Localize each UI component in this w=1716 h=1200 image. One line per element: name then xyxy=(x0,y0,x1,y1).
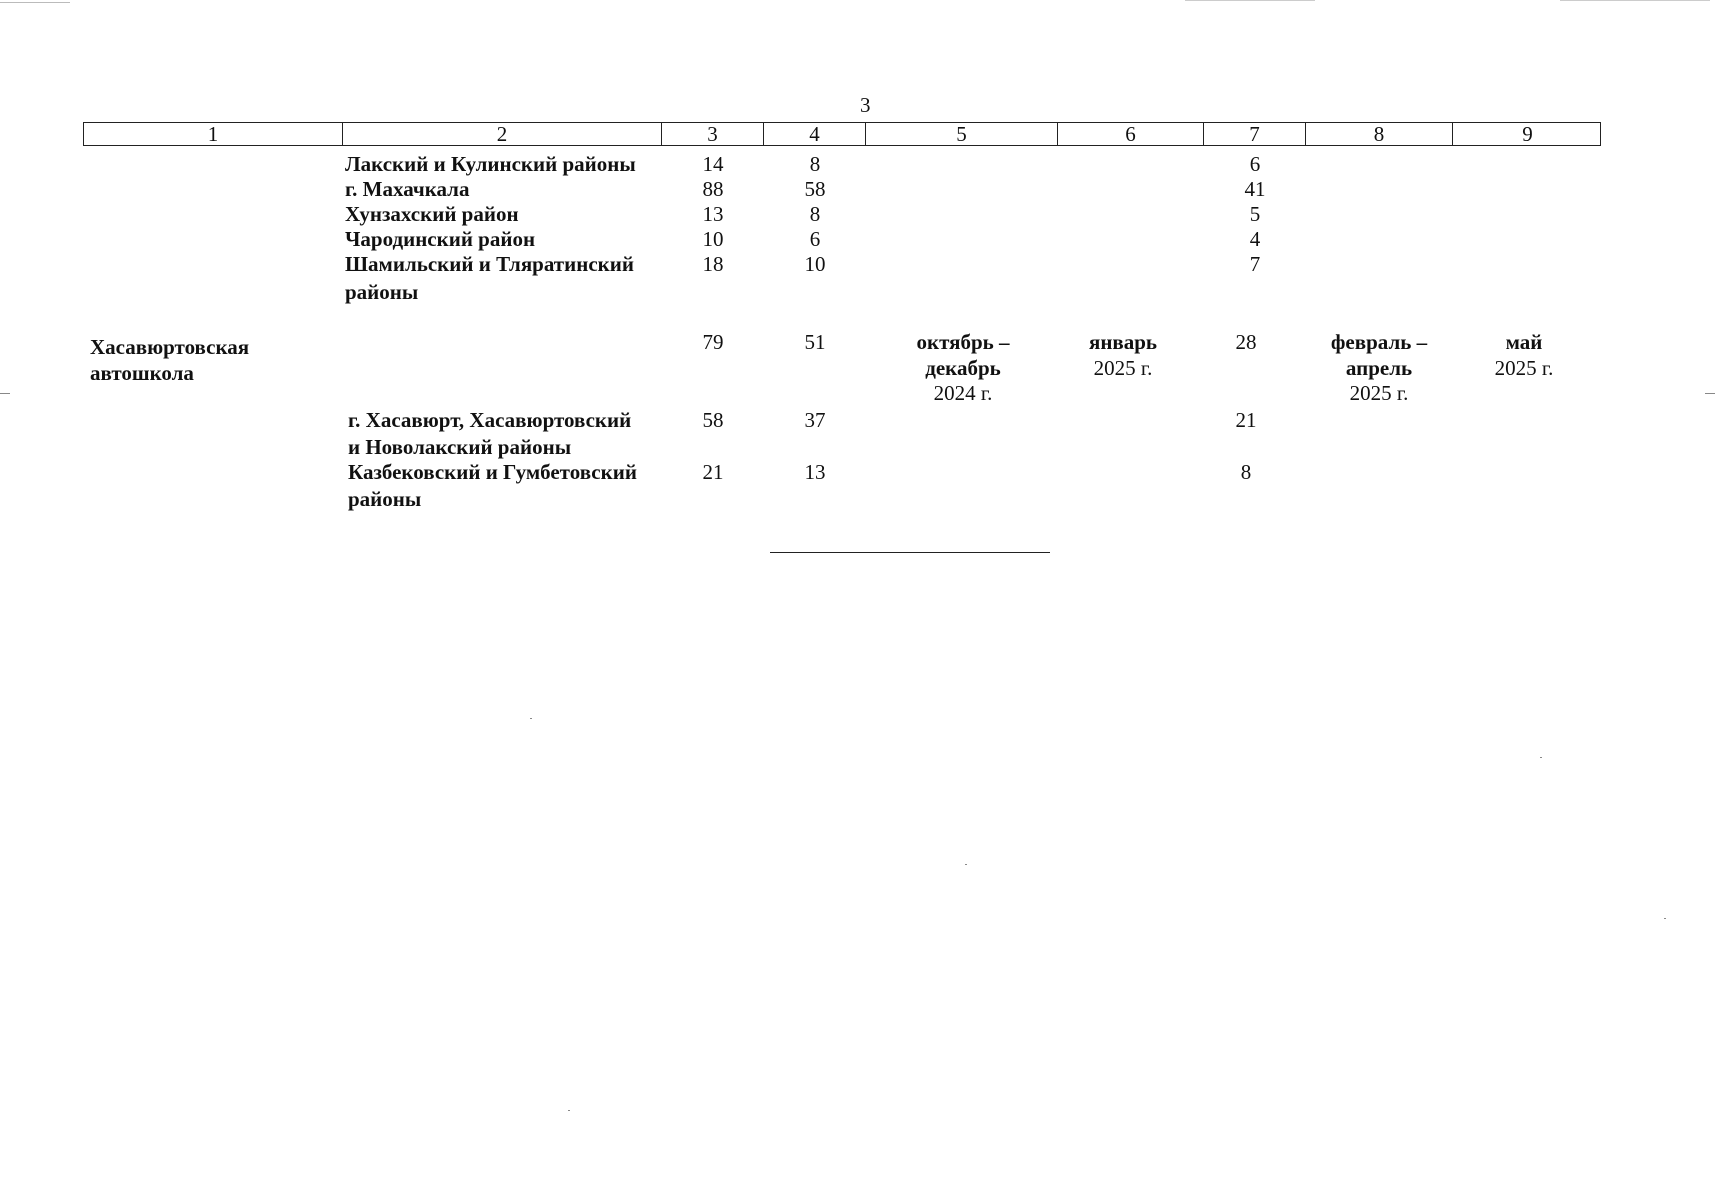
header-cell-3: 3 xyxy=(662,123,764,145)
page-number: 3 xyxy=(860,93,871,117)
header-cell-4: 4 xyxy=(764,123,866,145)
cell-col7: 6 xyxy=(1249,152,1261,176)
school-name-line1: Хасавюртовская xyxy=(90,335,250,359)
school-name-line2: автошкола xyxy=(90,361,194,385)
scan-speck xyxy=(1185,0,1315,1)
cell-col3: 10 xyxy=(702,227,724,251)
period-col5-line1: октябрь – xyxy=(916,330,1010,354)
end-of-table-rule xyxy=(770,552,1050,553)
header-cell-5: 5 xyxy=(866,123,1058,145)
scan-speck xyxy=(530,718,532,719)
header-cell-9: 9 xyxy=(1522,122,1533,146)
district-name: Лакский и Кулинский районы xyxy=(345,152,636,176)
scan-speck xyxy=(568,1110,570,1111)
cell-col7: 41 xyxy=(1244,177,1266,201)
period-col6-line1: январь xyxy=(1088,330,1158,354)
cell-col3: 13 xyxy=(702,202,724,226)
district-name-line1: г. Хасавюрт, Хасавюртовский xyxy=(348,408,632,432)
district-name-line2: районы xyxy=(348,487,422,511)
period-col8-line1: февраль – xyxy=(1330,330,1428,354)
district-name: Хунзахский район xyxy=(345,202,519,226)
district-name-line2: и Новолакский районы xyxy=(348,435,572,459)
cell-col4: 6 xyxy=(809,227,821,251)
cell-col4: 51 xyxy=(804,330,826,354)
cell-col7: 4 xyxy=(1249,227,1261,251)
cell-col4: 8 xyxy=(809,152,821,176)
district-name: г. Махачкала xyxy=(345,177,470,201)
cell-col3: 21 xyxy=(702,460,724,484)
scan-speck xyxy=(1540,757,1542,758)
cell-col7: 28 xyxy=(1235,330,1257,354)
cell-col3: 58 xyxy=(702,408,724,432)
cell-col7: 8 xyxy=(1240,460,1252,484)
cell-col7: 5 xyxy=(1249,202,1261,226)
cell-col3: 79 xyxy=(702,330,724,354)
cell-col3: 88 xyxy=(702,177,724,201)
period-col5-line3: 2024 г. xyxy=(933,381,993,405)
scan-speck xyxy=(0,2,70,3)
period-col9-line2: 2025 г. xyxy=(1494,356,1554,380)
scan-speck xyxy=(1664,918,1666,919)
cell-col3: 18 xyxy=(702,252,724,276)
period-col6-line2: 2025 г. xyxy=(1093,356,1153,380)
scan-speck xyxy=(0,393,10,394)
scan-speck xyxy=(1560,0,1710,1)
header-cell-2: 2 xyxy=(343,123,662,145)
cell-col7: 21 xyxy=(1235,408,1257,432)
header-cell-1: 1 xyxy=(84,123,343,145)
cell-col4: 58 xyxy=(804,177,826,201)
cell-col3: 14 xyxy=(702,152,724,176)
cell-col7: 7 xyxy=(1249,252,1261,276)
scan-speck xyxy=(965,864,967,865)
district-name: Чародинский район xyxy=(345,227,536,251)
district-name-line2: районы xyxy=(345,280,419,304)
header-cell-8: 8 xyxy=(1306,123,1453,145)
cell-col4: 10 xyxy=(804,252,826,276)
period-col8-line2: апрель xyxy=(1345,356,1413,380)
period-col5-line2: декабрь xyxy=(925,356,1001,380)
district-name-line1: Шамильский и Тляратинский xyxy=(345,252,634,276)
period-col8-line3: 2025 г. xyxy=(1349,381,1409,405)
district-name-line1: Казбековский и Гумбетовский xyxy=(348,460,637,484)
scan-speck xyxy=(1705,393,1715,394)
period-col9-line1: май xyxy=(1505,330,1543,354)
cell-col4: 13 xyxy=(804,460,826,484)
table-header-row xyxy=(83,122,1601,146)
header-cell-7: 7 xyxy=(1204,123,1306,145)
cell-col4: 8 xyxy=(809,202,821,226)
cell-col4: 37 xyxy=(804,408,826,432)
header-cell-6: 6 xyxy=(1058,123,1204,145)
